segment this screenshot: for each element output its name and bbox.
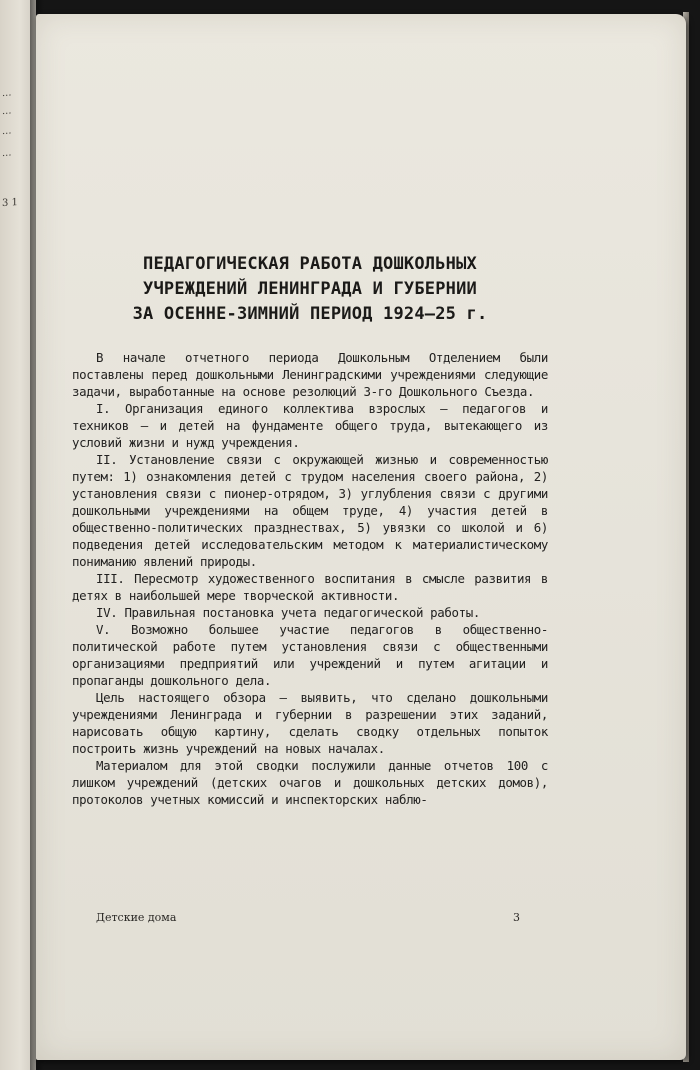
left-page-text-fragment: 3 1 [2, 197, 18, 210]
body-paragraph: III. Пересмотр художественного воспитания в смысле развития в детях в наибольшей мере творческой активности. [72, 571, 548, 603]
page-number: 3 [513, 911, 520, 924]
body-paragraph: V. Возможно большее участие педагогов в общественно-политической работе путем установления связи с общественными организациями предприятий или учреждений и путем агитации и пропаганды дошкольного дела. [72, 622, 548, 688]
left-page-text-fragment: ... [2, 87, 12, 100]
printer-signature: Детские дома [96, 911, 177, 924]
left-page-text-fragment: ... [2, 105, 12, 118]
chapter-title [72, 252, 548, 327]
page-content [72, 252, 548, 808]
body-paragraph: I. Организация единого коллектива взрослых — педагогов и техников — и детей на фундаменте общего труда, вытекающего из условий жизни и нужд учреждения. [72, 401, 548, 450]
body-paragraph: В начале отчетного периода Дошкольным Отделением были поставлены перед дошкольными Ленинградскими учреждениями следующие задачи, выработанные на основе резолюций 3-го Дошкольного Съезда. [72, 350, 548, 399]
chapter-title-line: ПЕДАГОГИЧЕСКАЯ РАБОТА ДОШКОЛЬНЫХ [143, 254, 477, 274]
body-paragraph: II. Установление связи с окружающей жизнью и современностью путем: 1) ознакомления детей с трудом населения своего района, 2) установления связи с пионер-отрядом, 3) углубления связи с другими дошкольными учреждениями на общем труде, 4) участия детей в общественно-политических празднествах, 5) увязки со школой и 6) подведения детей исследовательским методом к материалистическому пониманию явлений природы. [72, 452, 548, 569]
body-paragraph: IV. Правильная постановка учета педагогической работы. [96, 605, 480, 620]
body-paragraph: Цель настоящего обзора — выявить, что сделано дошкольными учреждениями Ленинграда и губернии в разрешении этих заданий, нарисовать общую картину, сделать сводку отдельных попыток построить жизнь учреждений на новых началах. [72, 690, 548, 756]
left-page-text-fragment: ... [2, 147, 12, 160]
body-paragraph: Материалом для этой сводки послужили данные отчетов 100 с лишком учреждений (детских очагов и дошкольных детских домов), протоколов учетных комиссий и инспекторских наблю- [72, 758, 548, 807]
chapter-title-line: ЗА ОСЕННЕ-ЗИМНИЙ ПЕРИОД 1924—25 г. [132, 304, 488, 324]
chapter-title-line: УЧРЕЖДЕНИЙ ЛЕНИНГРАДА И ГУБЕРНИИ [143, 279, 477, 299]
left-page-text-fragment: ... [2, 125, 12, 138]
